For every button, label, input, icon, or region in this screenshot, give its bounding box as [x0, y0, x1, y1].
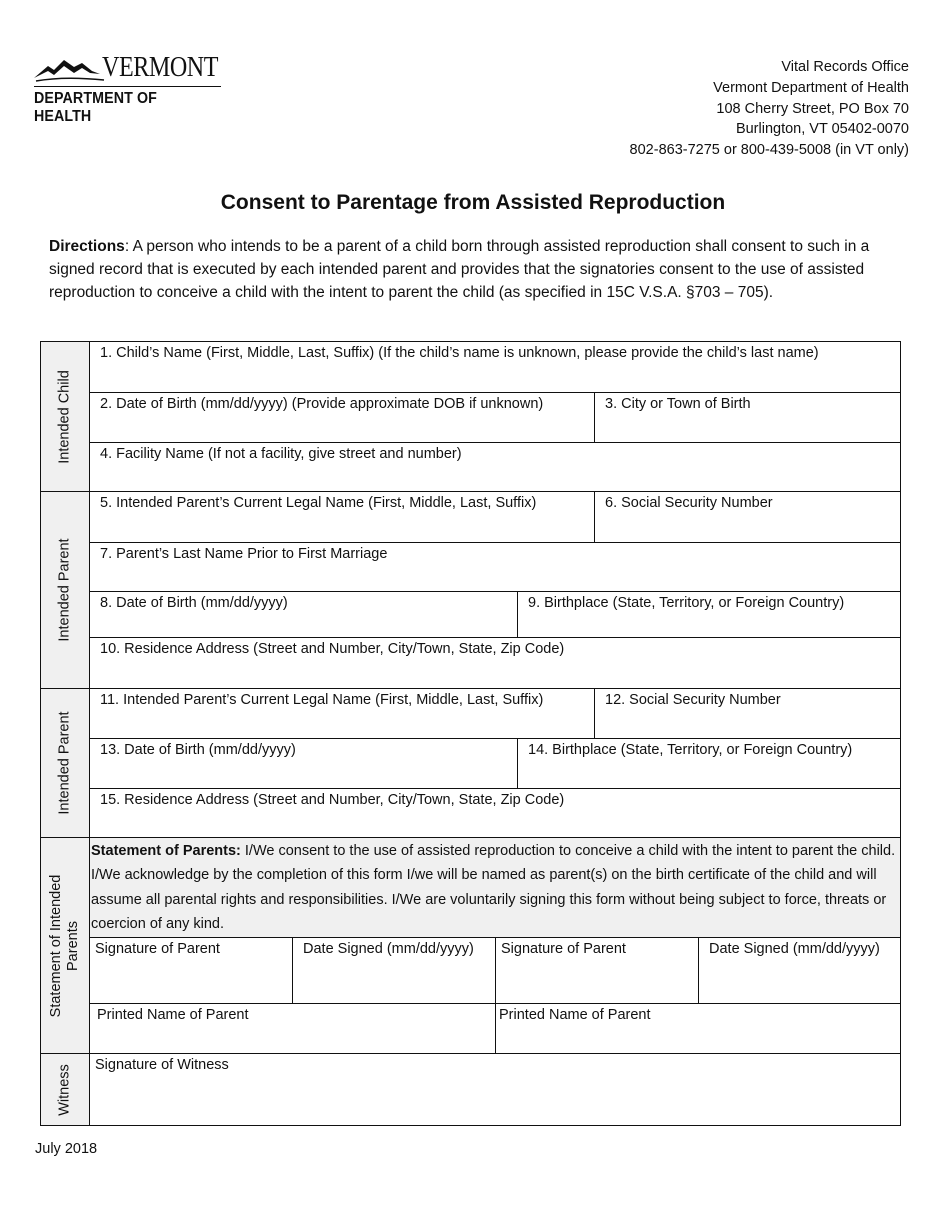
- directions-text: : A person who intends to be a parent of a child born through assisted reproduction shall consent to such in a signed record that is executed by each intended parent and provides that the signatories consent to the use of assisted reproduction to conceive a child with the intent to parent the child (as specified in 15C V.S.A. §703 – 705).: [49, 238, 870, 301]
- field-parent2-legal-name[interactable]: 11. Intended Parent’s Current Legal Name (First, Middle, Last, Suffix): [90, 689, 595, 739]
- statement-of-parents-text: [90, 838, 900, 938]
- directions-paragraph: [49, 235, 899, 304]
- field-date-signed-1[interactable]: Date Signed (mm/dd/yyyy): [293, 938, 496, 1004]
- field-signature-witness[interactable]: Signature of Witness: [95, 1057, 229, 1073]
- section-statement-of-parents: Statement of Intended Parents: [41, 838, 90, 1054]
- office-line: 802-863-7275 or 800-439-5008 (in VT only): [629, 142, 909, 159]
- logo-department-name: DEPARTMENT OF HEALTH: [34, 90, 157, 125]
- field-facility-name[interactable]: 4. Facility Name (If not a facility, give street and number): [90, 443, 900, 492]
- field-parent1-residence-address[interactable]: 10. Residence Address (Street and Number, City/Town, State, Zip Code): [90, 638, 900, 689]
- field-parent2-date-of-birth[interactable]: 13. Date of Birth (mm/dd/yyyy): [90, 739, 518, 789]
- field-printed-name-parent-2[interactable]: Printed Name of Parent: [496, 1004, 900, 1054]
- consent-form-grid: [40, 341, 901, 1126]
- field-parent1-birthplace[interactable]: 9. Birthplace (State, Territory, or Foreign Country): [518, 592, 900, 638]
- office-line: Vital Records Office: [781, 59, 909, 75]
- field-city-of-birth[interactable]: 3. City or Town of Birth: [595, 393, 900, 443]
- revision-date: July 2018: [35, 1141, 98, 1157]
- vermont-health-logo: [34, 52, 234, 125]
- section-intended-parent-2: Intended Parent: [41, 689, 90, 838]
- field-childs-name[interactable]: 1. Child’s Name (First, Middle, Last, Suffix) (If the child’s name is unknown, please provide the child’s last name): [90, 342, 900, 393]
- field-parent1-ssn[interactable]: 6. Social Security Number: [595, 492, 900, 543]
- office-line: 108 Cherry Street, PO Box 70: [716, 100, 909, 117]
- office-address-block: [630, 57, 909, 161]
- field-signature-parent-1[interactable]: Signature of Parent: [90, 938, 293, 1004]
- field-parent2-ssn[interactable]: 12. Social Security Number: [595, 689, 900, 739]
- field-printed-name-parent-1[interactable]: Printed Name of Parent: [90, 1004, 496, 1054]
- section-witness: Witness: [41, 1054, 90, 1125]
- field-child-date-of-birth[interactable]: 2. Date of Birth (mm/dd/yyyy) (Provide approximate DOB if unknown): [90, 393, 595, 443]
- field-date-signed-2[interactable]: Date Signed (mm/dd/yyyy): [699, 938, 900, 1004]
- office-line: Vermont Department of Health: [713, 79, 909, 96]
- statement-label: Statement of Parents:: [91, 843, 241, 859]
- mountain-logo-icon: [34, 54, 106, 84]
- field-parent2-residence-address[interactable]: 15. Residence Address (Street and Number, City/Town, State, Zip Code): [90, 789, 900, 838]
- field-parent1-legal-name[interactable]: 5. Intended Parent’s Current Legal Name (First, Middle, Last, Suffix): [90, 492, 595, 543]
- field-parent1-date-of-birth[interactable]: 8. Date of Birth (mm/dd/yyyy): [90, 592, 518, 638]
- form-title: Consent to Parentage from Assisted Reproduction: [220, 191, 726, 214]
- field-signature-parent-2[interactable]: Signature of Parent: [496, 938, 699, 1004]
- office-line: Burlington, VT 05402-0070: [735, 121, 909, 138]
- directions-label: Directions: [49, 238, 125, 255]
- logo-state-name: VERMONT: [102, 52, 219, 83]
- statement-body: I/We consent to the use of assisted reproduction to conceive a child with the intent to parent the child. I/We acknowledge by the completion of this form I/we will be named as parent(s) on the birth certificate of the child and will assume all parental rights and responsibilities. I/We are voluntarily signing this form without being subject to force, threats or coercion of any kind.: [91, 843, 896, 932]
- field-parent2-birthplace[interactable]: 14. Birthplace (State, Territory, or Foreign Country): [518, 739, 900, 789]
- section-intended-child: Intended Child: [41, 342, 90, 492]
- logo-divider: [34, 86, 221, 87]
- field-parent1-maiden-name[interactable]: 7. Parent’s Last Name Prior to First Marriage: [90, 543, 900, 592]
- section-intended-parent-1: Intended Parent: [41, 492, 90, 689]
